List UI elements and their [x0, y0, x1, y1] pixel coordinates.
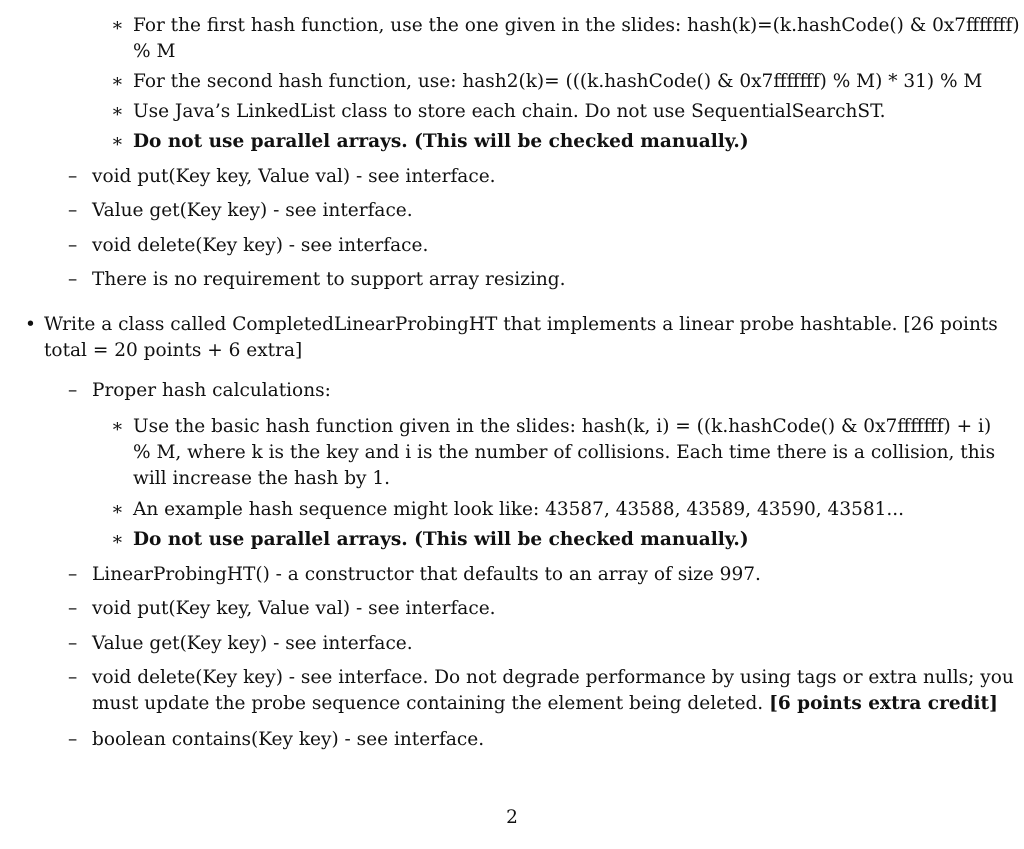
constructor-text: LinearProbingHT() - a constructor that defaults to an array of size 997. — [92, 564, 761, 585]
dash-marker: – — [68, 200, 78, 221]
put-method-text-2: void put(Key key, Value val) - see interface. — [92, 598, 496, 619]
delete-method-cont-text: must update the probe sequence containing the element being deleted. — [92, 693, 764, 714]
dash-marker: – — [68, 235, 78, 256]
basic-hash-text-cont: % M, where k is the key and i is the number of collisions. Each time there is a collision, this — [133, 442, 996, 463]
parallel-arrays-warning-2: Do not use parallel arrays. (This will be checked manually.) — [133, 529, 749, 550]
basic-hash-text-cont2: will increase the hash by 1. — [133, 468, 391, 489]
sub-bullet-marker: ∗ — [111, 416, 124, 437]
get-method-text: Value get(Key key) - see interface. — [92, 200, 413, 221]
linear-probing-intro: Write a class called CompletedLinearProbingHT that implements a linear probe hashtable. [26 points — [44, 314, 998, 335]
dash-marker: – — [68, 667, 78, 688]
dash-marker: – — [68, 269, 78, 290]
second-hash-text: For the second hash function, use: hash2(k)= (((k.hashCode() & 0x7fffffff) % M) * 31) % M — [133, 71, 983, 92]
resizing-text: There is no requirement to support array resizing. — [92, 269, 566, 290]
dash-marker: – — [68, 633, 78, 654]
sub-bullet-marker: ∗ — [111, 71, 124, 92]
first-hash-text: For the first hash function, use the one given in the slides: hash(k)=(k.hashCode() & 0x7fffffff) — [133, 15, 1020, 36]
dash-marker: – — [68, 598, 78, 619]
sub-bullet-marker: ∗ — [111, 131, 124, 152]
top-bullet-marker: • — [25, 314, 36, 335]
hash-sequence-example: An example hash sequence might look like: 43587, 43588, 43589, 43590, 43581... — [133, 499, 905, 520]
linkedlist-text: Use Java’s LinkedList class to store each chain. Do not use SequentialSearchST. — [133, 101, 886, 122]
contains-method-text: boolean contains(Key key) - see interface. — [92, 729, 485, 750]
delete-method-text-2: void delete(Key key) - see interface. Do not degrade performance by using tags or extra nulls; you — [92, 667, 1014, 688]
first-hash-text-cont: % M — [133, 41, 176, 62]
dash-marker: – — [68, 729, 78, 750]
dash-marker: – — [68, 380, 78, 401]
sub-bullet-marker: ∗ — [111, 15, 124, 36]
sub-bullet-marker: ∗ — [111, 529, 124, 550]
hash-calculations-text: Proper hash calculations: — [92, 380, 331, 401]
extra-credit-label: [6 points extra credit] — [769, 693, 998, 714]
get-method-text-2: Value get(Key key) - see interface. — [92, 633, 413, 654]
put-method-text: void put(Key key, Value val) - see interface. — [92, 166, 496, 187]
linear-probing-intro-cont: total = 20 points + 6 extra] — [44, 340, 303, 361]
basic-hash-text: Use the basic hash function given in the slides: hash(k, i) = ((k.hashCode() & 0x7fffffff) + i) — [133, 416, 992, 437]
delete-method-cont — [92, 691, 998, 717]
parallel-arrays-warning: Do not use parallel arrays. (This will be checked manually.) — [133, 131, 749, 152]
sub-bullet-marker: ∗ — [111, 499, 124, 520]
dash-marker: – — [68, 564, 78, 585]
sub-bullet-marker: ∗ — [111, 101, 124, 122]
delete-method-text: void delete(Key key) - see interface. — [92, 235, 429, 256]
page-number: 2 — [506, 807, 518, 828]
dash-marker: – — [68, 166, 78, 187]
